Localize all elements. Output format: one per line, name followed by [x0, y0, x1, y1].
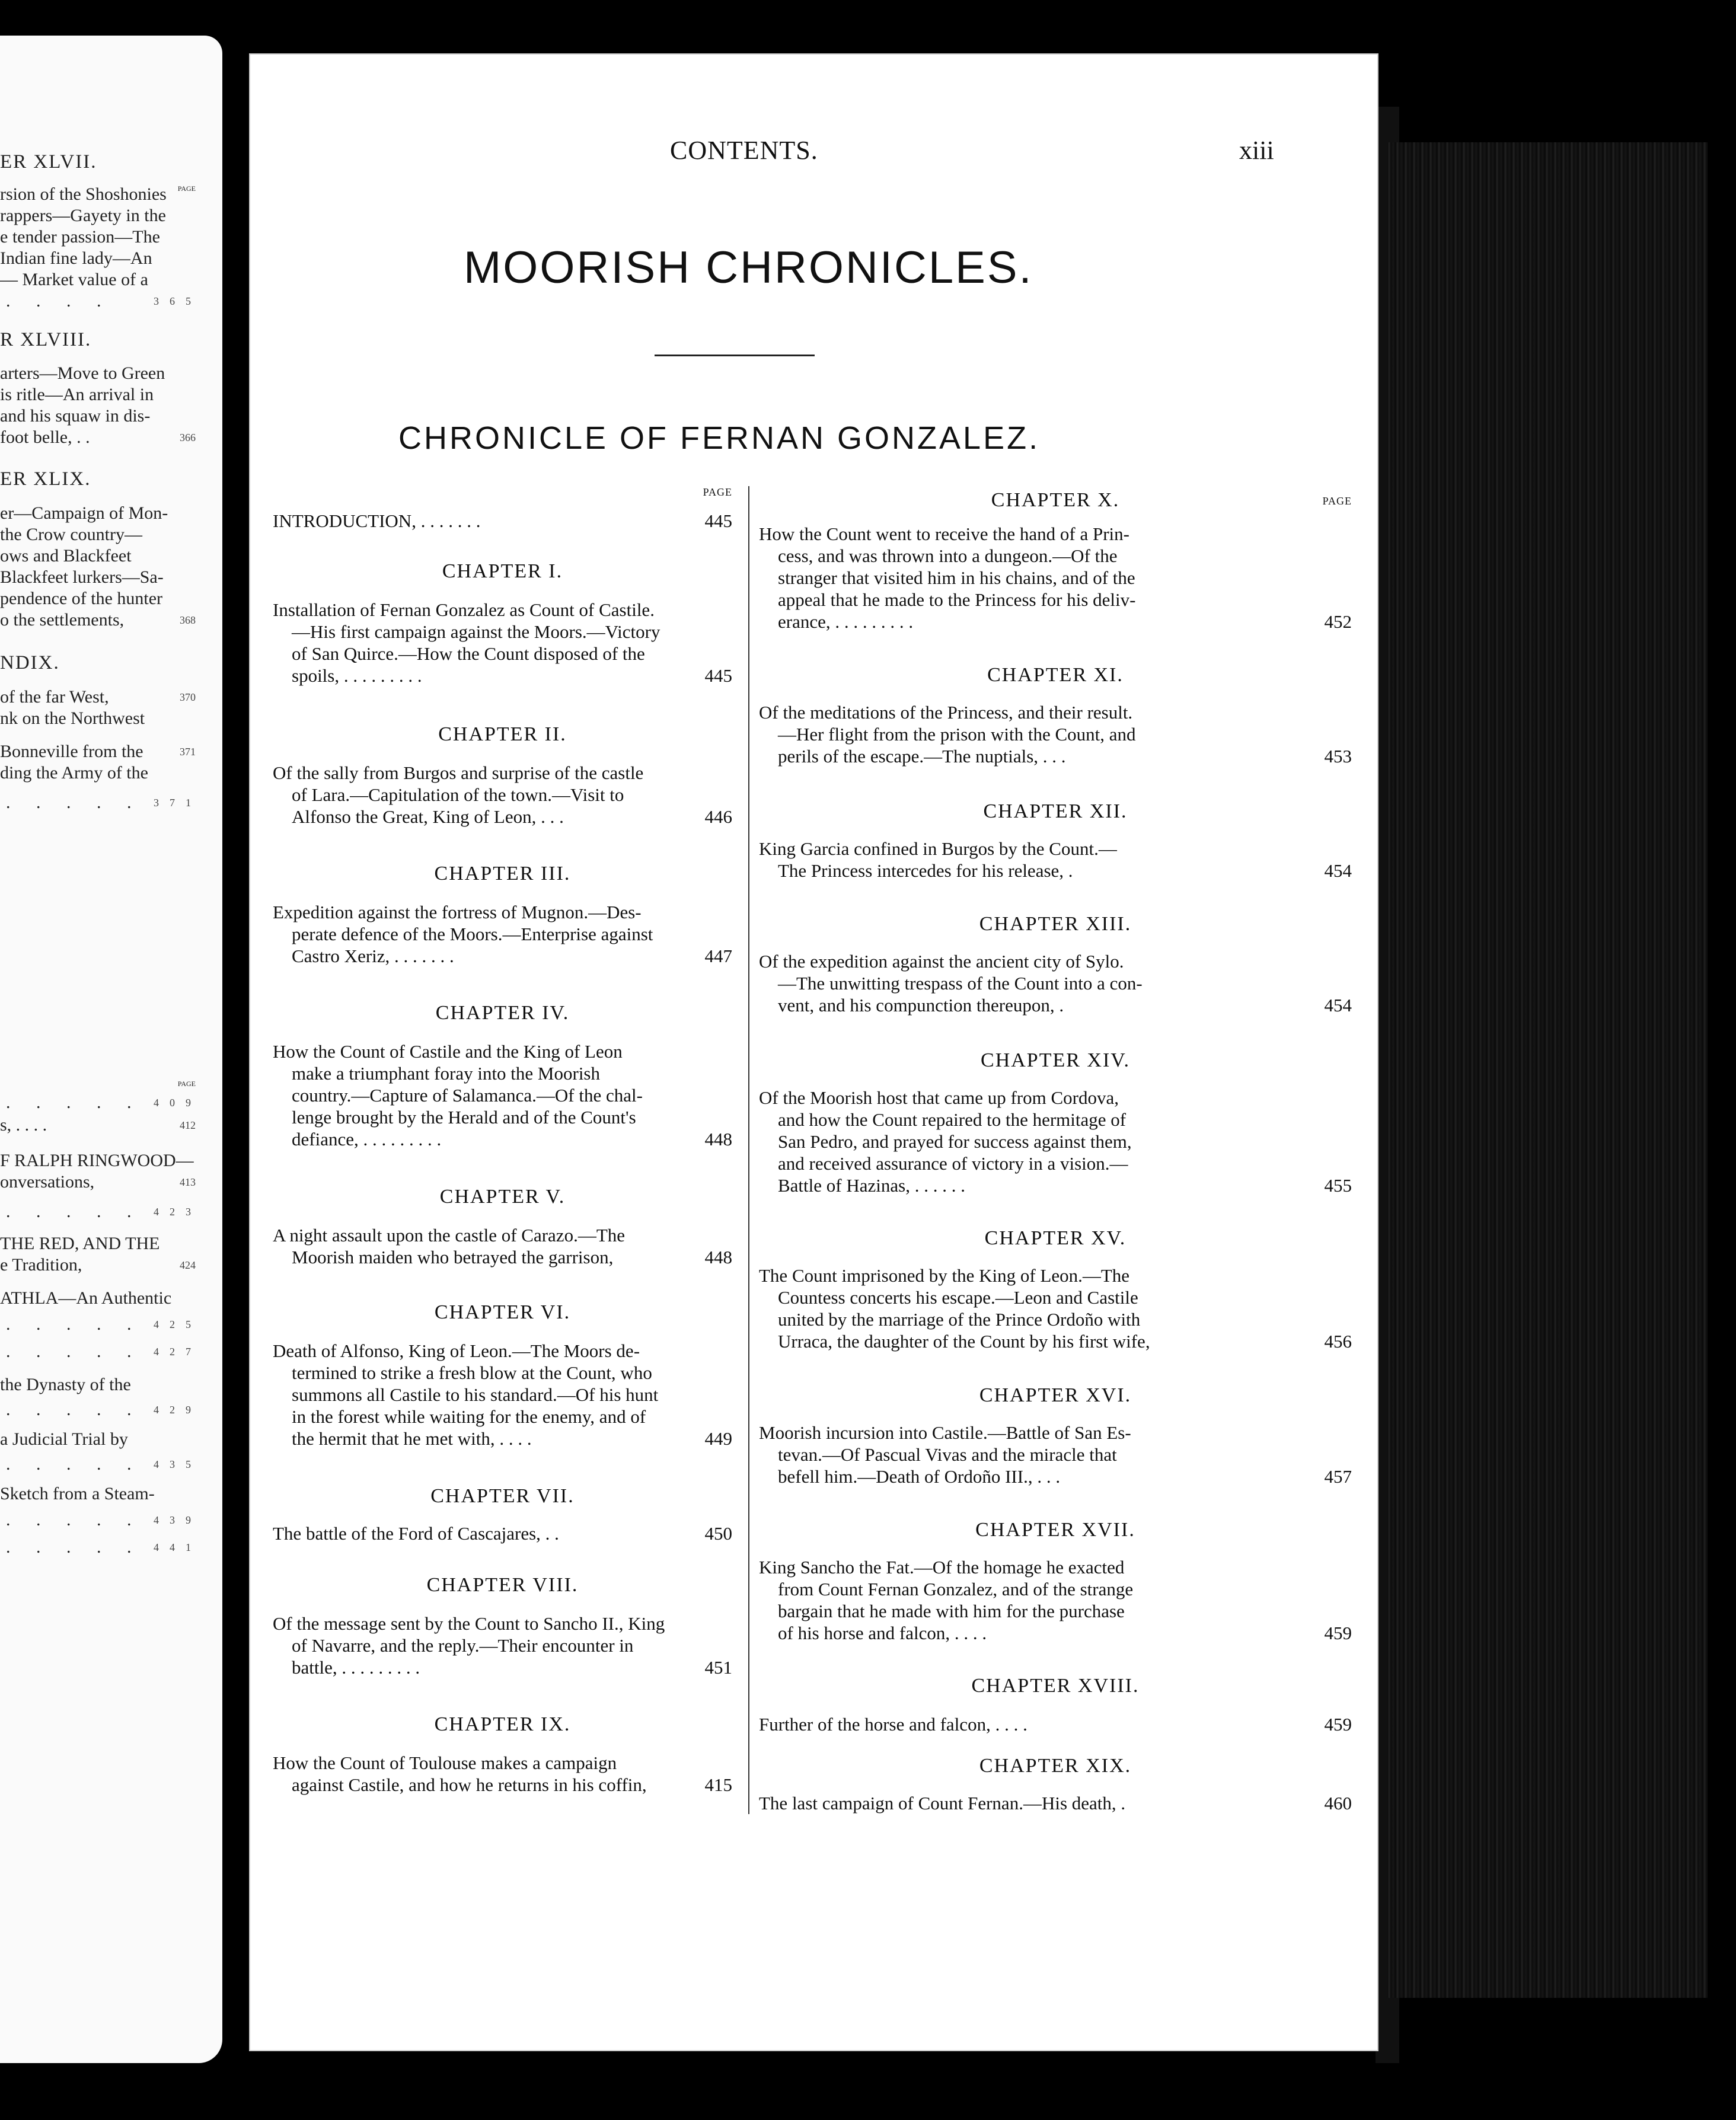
left-facing-page — [0, 36, 222, 2063]
entry-line-text: perate defence of the Moors.—Enterprise against — [292, 924, 653, 944]
entry-page-number: 453 — [1324, 746, 1352, 767]
left-page-line-text: Bonneville from the — [0, 742, 143, 761]
left-page-number: 429 — [154, 1404, 202, 1416]
left-page-number: 425 — [154, 1318, 202, 1330]
left-page-line-text: . . . . . — [6, 1454, 142, 1474]
left-page-line — [0, 1233, 196, 1254]
left-page-line-text: o the settlements, — [0, 610, 125, 630]
left-page-line — [0, 1374, 196, 1396]
entry-page-number: 451 — [704, 1657, 732, 1678]
entry-line-text: make a triumphant foray into the Moorish — [292, 1063, 600, 1084]
entry-line-text: Installation of Fernan Gonzalez as Count of Castile. — [273, 599, 655, 620]
left-page-line-text: ER XLIX. — [0, 468, 91, 490]
contents-entry — [273, 1040, 732, 1150]
entry-page-number: 454 — [1324, 860, 1352, 881]
left-page-number: 424 — [180, 1259, 196, 1271]
left-page-line — [0, 1254, 196, 1276]
entry-line-text: The last campaign of Count Fernan.—His death, . — [759, 1793, 1126, 1814]
entry-line-text: of his horse and falcon, . . . . — [778, 1623, 987, 1643]
contents-entry — [759, 1422, 1352, 1487]
entry-page-number: 455 — [1324, 1175, 1352, 1196]
left-page-line-text: . . . . . — [6, 1400, 142, 1419]
contents-entry — [273, 599, 732, 687]
left-page-line — [0, 248, 196, 269]
entry-line-text: erance, . . . . . . . . . — [778, 611, 914, 632]
chapter-heading: CHAPTER III. — [434, 863, 571, 885]
chapter-heading: CHAPTER XV. — [984, 1227, 1127, 1249]
entry-line-text: and received assurance of victory in a vision.— — [778, 1153, 1128, 1174]
entry-page-number: 446 — [704, 806, 732, 827]
left-page-number: 412 — [180, 1119, 196, 1131]
left-page-line-text: s, . . . . — [0, 1115, 47, 1135]
entry-line-text: Death of Alfonso, King of Leon.—The Moors de- — [273, 1340, 640, 1361]
left-page-line — [0, 524, 196, 545]
entry-line-text: Further of the horse and falcon, . . . . — [759, 1714, 1027, 1735]
entry-line-text: Of the Moorish host that came up from Cordova, — [759, 1087, 1119, 1108]
chapter-heading: CHAPTER XIX. — [979, 1755, 1132, 1777]
left-page-line — [0, 363, 196, 384]
contents-entry — [273, 510, 732, 532]
entry-line-text: appeal that he made to the Princess for his deliv- — [778, 589, 1136, 610]
entry-page-number: 459 — [1324, 1623, 1352, 1643]
left-page-line — [0, 503, 196, 524]
left-page-line-text: THE RED, AND THE — [0, 1234, 160, 1253]
column-divider — [748, 486, 749, 1814]
left-page-line — [0, 1201, 202, 1222]
entry-line-text: —His first campaign against the Moors.—Victory — [292, 621, 660, 642]
left-page-line-text: a Judicial Trial by — [0, 1429, 128, 1449]
page-number: xiii — [1239, 136, 1274, 165]
entry-line-text: against Castile, and how he returns in his coffin, — [292, 1774, 647, 1795]
left-page-line — [0, 205, 196, 226]
left-page-line-text: . . . . . — [6, 1314, 142, 1334]
left-page-line-text: foot belle, . . — [0, 427, 90, 447]
chapter-heading: CHAPTER II. — [438, 723, 567, 745]
entry-line-text: Alfonso the Great, King of Leon, . . . — [292, 806, 564, 827]
left-page-number: 413 — [180, 1176, 196, 1188]
entry-page-number: 452 — [1324, 611, 1352, 632]
entry-line-text: in the forest while waiting for the enemy, and of — [292, 1406, 646, 1427]
left-page-line — [0, 545, 196, 567]
left-page-line — [0, 609, 196, 631]
contents-entry — [273, 1224, 732, 1268]
left-page-line — [0, 687, 196, 708]
book-page-edges — [1387, 142, 1708, 1998]
chapter-heading: CHAPTER IV. — [435, 1002, 570, 1024]
entry-line-text: Moorish incursion into Castile.—Battle of San Es- — [759, 1422, 1131, 1443]
left-page-number: 423 — [154, 1206, 202, 1218]
left-page-number: 370 — [180, 691, 196, 703]
entry-line-text: perils of the escape.—The nuptials, . . . — [778, 746, 1066, 767]
contents-entry — [759, 1265, 1352, 1352]
left-page-number: 439 — [154, 1514, 202, 1526]
chapter-heading: CHAPTER X. — [991, 489, 1120, 511]
left-page-line-text: . . . . . — [6, 1093, 142, 1112]
chapter-heading: CHAPTER XII. — [983, 800, 1128, 822]
entry-line-text: spoils, . . . . . . . . . — [292, 665, 422, 686]
entry-line-text: Urraca, the daughter of the Count by his first wife, — [778, 1331, 1150, 1352]
left-page-line-text: rsion of the Shoshonies — [0, 184, 167, 204]
left-page-line-text: Sketch from a Steam- — [0, 1484, 155, 1503]
left-page-line — [0, 1150, 196, 1171]
left-page-line-text: onversations, — [0, 1172, 95, 1192]
chapter-heading: CHAPTER VI. — [434, 1301, 571, 1323]
entry-page-number: 450 — [704, 1523, 732, 1544]
entry-page-number: 415 — [704, 1774, 732, 1795]
entry-line-text: The Princess intercedes for his release, . — [778, 860, 1073, 881]
left-page-line — [0, 792, 202, 813]
entry-line-text: INTRODUCTION, . . . . . . . — [273, 510, 481, 531]
left-page-line — [0, 151, 196, 173]
entry-page-number: 445 — [704, 510, 732, 531]
entry-line-text: King Garcia confined in Burgos by the Count.— — [759, 838, 1117, 859]
left-page-line — [0, 1483, 196, 1505]
left-page-number: 366 — [180, 432, 196, 443]
entry-line-text: lenge brought by the Herald and of the Count's — [292, 1107, 636, 1128]
left-page-line-text: ows and Blackfeet — [0, 546, 132, 566]
contents-entry — [273, 901, 732, 967]
main-title: MOORISH CHRONICLES. — [464, 242, 1033, 293]
left-page-line — [0, 290, 202, 312]
left-page-line-text: nk on the Northwest — [0, 708, 145, 728]
contents-entry — [273, 1752, 732, 1796]
left-page-line — [0, 741, 196, 762]
entry-line-text: of San Quirce.—How the Count disposed of the — [292, 643, 645, 664]
contents-entry — [759, 950, 1352, 1016]
page-column-label: PAGE — [703, 486, 732, 498]
left-page-line — [0, 762, 196, 784]
chapter-heading: CHAPTER XIII. — [979, 913, 1132, 935]
entry-line-text: Castro Xeriz, . . . . . . . — [292, 946, 454, 966]
entry-page-number: 448 — [704, 1129, 732, 1150]
left-page-line — [0, 384, 196, 406]
page-column-label: PAGE — [1322, 495, 1352, 507]
contents-entry — [759, 1087, 1352, 1196]
entry-line-text: Of the meditations of the Princess, and their result. — [759, 702, 1133, 723]
entry-line-text: bargain that he made with him for the purchase — [778, 1601, 1125, 1621]
left-page-line-text: the Crow country— — [0, 525, 142, 544]
left-page-line — [0, 406, 196, 427]
entry-line-text: —Her flight from the prison with the Count, and — [778, 724, 1136, 745]
left-page-line — [0, 1288, 196, 1309]
left-page-line — [0, 1429, 196, 1450]
chapter-heading: CHAPTER XI. — [987, 664, 1124, 686]
left-page-line-text: e Tradition, — [0, 1255, 82, 1275]
left-page-line-text: ER XLVII. — [0, 151, 97, 173]
entry-line-text: defiance, . . . . . . . . . — [292, 1129, 442, 1150]
left-page-number: 371 — [180, 746, 196, 758]
entry-line-text: tevan.—Of Pascual Vivas and the miracle that — [778, 1444, 1117, 1465]
entry-line-text: cess, and was thrown into a dungeon.—Of the — [778, 545, 1118, 566]
left-page-line — [0, 1341, 202, 1362]
entry-line-text: San Pedro, and prayed for success against them, — [778, 1131, 1132, 1152]
contents-entry — [759, 523, 1352, 633]
entry-line-text: of Navarre, and the reply.—Their encounter in — [292, 1635, 634, 1656]
left-page-line-text: rappers—Gayety in the — [0, 206, 166, 225]
left-page-line-text: arters—Move to Green — [0, 363, 165, 383]
entry-line-text: termined to strike a fresh blow at the Count, who — [292, 1362, 652, 1383]
chapter-heading: CHAPTER I. — [442, 560, 563, 582]
entry-line-text: and how the Count repaired to the hermitage of — [778, 1109, 1127, 1130]
left-page-line — [0, 652, 196, 673]
title-rule — [655, 355, 815, 356]
entry-line-text: summons all Castile to his standard.—Of his hunt — [292, 1384, 659, 1405]
left-page-line-text: pendence of the hunter — [0, 589, 163, 608]
left-page-line-text: NDIX. — [0, 652, 60, 673]
contents-entry — [759, 1792, 1352, 1814]
left-page-line-text: Indian fine lady—An — [0, 248, 152, 268]
entry-line-text: united by the marriage of the Prince Ordoño with — [778, 1309, 1141, 1330]
chapter-heading: CHAPTER V. — [439, 1186, 566, 1208]
entry-page-number: 460 — [1324, 1793, 1352, 1814]
entry-line-text: The Count imprisoned by the King of Leon.—The — [759, 1265, 1130, 1286]
chapter-heading: CHAPTER XVI. — [979, 1384, 1132, 1406]
entry-line-text: A night assault upon the castle of Carazo.—The — [273, 1225, 626, 1246]
sub-title: CHRONICLE OF FERNAN GONZALEZ. — [398, 420, 1041, 456]
left-page-line — [0, 184, 196, 205]
entry-page-number: 454 — [1324, 995, 1352, 1016]
left-page-line-text: . . . . — [6, 291, 112, 311]
entry-line-text: The battle of the Ford of Cascajares, . . — [273, 1523, 559, 1544]
entry-line-text: Of the expedition against the ancient city of Sylo. — [759, 951, 1124, 972]
left-page-number: 427 — [154, 1346, 202, 1358]
left-page-line — [0, 588, 196, 609]
left-page-line-text: . . . . . — [6, 1510, 142, 1530]
entry-line-text: Battle of Hazinas, . . . . . . — [778, 1175, 965, 1196]
left-page-line-text: e tender passion—The — [0, 227, 160, 247]
contents-entry — [273, 1613, 732, 1678]
entry-line-text: Countess concerts his escape.—Leon and Castile — [778, 1287, 1138, 1308]
entry-line-text: of Lara.—Capitulation of the town.—Visit to — [292, 784, 624, 805]
entry-line-text: country.—Capture of Salamanca.—Of the chal- — [292, 1085, 643, 1106]
left-page-line-text: is ritle—An arrival in — [0, 385, 154, 404]
left-page-line-text: of the far West, — [0, 687, 109, 707]
left-page-number: 435 — [154, 1458, 202, 1470]
chapter-heading: CHAPTER VII. — [430, 1485, 575, 1507]
left-page-line-text: Blackfeet lurkers—Sa- — [0, 567, 164, 587]
left-page-number: 368 — [180, 614, 196, 626]
entry-line-text: the hermit that he met with, . . . . — [292, 1428, 532, 1449]
entry-line-text: befell him.—Death of Ordoño III., . . . — [778, 1466, 1061, 1487]
left-page-line — [0, 269, 196, 290]
contents-entry — [759, 1556, 1352, 1644]
left-page-line-text: PAGE — [177, 1080, 196, 1088]
entry-line-text: stranger that visited him in his chains, and of the — [778, 567, 1135, 588]
contents-entry — [759, 701, 1352, 767]
left-page-line-text: PAGE — [177, 184, 196, 193]
contents-entry — [273, 1522, 732, 1544]
left-page-line — [0, 329, 196, 350]
contents-entry — [759, 838, 1352, 882]
left-page-line-text: . . . . . — [6, 1537, 142, 1557]
entry-line-text: Moorish maiden who betrayed the garrison, — [292, 1247, 614, 1267]
left-page-line-text: — Market value of a — [0, 270, 148, 289]
running-head: CONTENTS. — [670, 136, 818, 165]
entry-page-number: 457 — [1324, 1466, 1352, 1487]
entry-page-number: 459 — [1324, 1714, 1352, 1735]
entry-page-number: 447 — [704, 946, 732, 966]
entry-line-text: How the Count of Castile and the King of Leon — [273, 1041, 623, 1062]
left-page-line-text: R XLVIII. — [0, 329, 92, 350]
left-page-line-text: . . . . . — [6, 1202, 142, 1221]
left-page-line — [0, 1115, 196, 1136]
left-page-line-text: F RALPH RINGWOOD— — [0, 1151, 194, 1170]
contents-page — [249, 53, 1378, 2051]
left-page-line — [0, 468, 196, 490]
left-page-number: 441 — [154, 1541, 202, 1553]
entry-page-number: 445 — [704, 665, 732, 686]
left-page-line — [0, 567, 196, 588]
chapter-heading: CHAPTER XVIII. — [971, 1675, 1140, 1697]
entry-line-text: vent, and his compunction thereupon, . — [778, 995, 1064, 1016]
entry-line-text: How the Count went to receive the hand of a Prin- — [759, 523, 1129, 544]
left-page-line — [0, 427, 196, 448]
left-page-number: 371 — [154, 797, 202, 809]
left-page-line — [0, 1454, 202, 1475]
entry-line-text: —The unwitting trespass of the Count into a con- — [778, 973, 1143, 994]
left-page-line — [0, 1314, 202, 1335]
left-page-line-text: . . . . . — [6, 1342, 142, 1361]
entry-line-text: battle, . . . . . . . . . — [292, 1657, 420, 1678]
entry-line-text: Of the message sent by the Count to Sancho II., King — [273, 1613, 665, 1634]
left-page-number: 409 — [154, 1097, 202, 1109]
chapter-heading: CHAPTER IX. — [434, 1713, 571, 1735]
entry-page-number: 449 — [704, 1428, 732, 1449]
contents-entry — [759, 1713, 1352, 1735]
entry-page-number: 456 — [1324, 1331, 1352, 1352]
entry-line-text: Expedition against the fortress of Mugnon.—Des- — [273, 902, 642, 922]
chapter-heading: CHAPTER XVII. — [975, 1519, 1135, 1541]
entry-line-text: How the Count of Toulouse makes a campaign — [273, 1752, 617, 1773]
left-page-line — [0, 708, 196, 729]
entry-line-text: from Count Fernan Gonzalez, and of the strange — [778, 1579, 1134, 1599]
contents-entry — [273, 762, 732, 828]
chapter-heading: CHAPTER XIV. — [981, 1049, 1130, 1071]
entry-line-text: Of the sally from Burgos and surprise of the castle — [273, 762, 644, 783]
left-page-line — [0, 1537, 202, 1558]
entry-page-number: 448 — [704, 1247, 732, 1267]
left-page-line-text: . . . . . — [6, 793, 142, 812]
left-page-line — [0, 1092, 202, 1113]
left-page-line — [0, 1509, 202, 1531]
left-page-line — [0, 226, 196, 248]
left-page-line-text: the Dynasty of the — [0, 1375, 131, 1394]
left-page-line-text: and his squaw in dis- — [0, 406, 151, 426]
left-page-line-text: ATHLA—An Authentic — [0, 1288, 172, 1308]
left-page-line-text: er—Campaign of Mon- — [0, 503, 168, 523]
left-page-line-text: ding the Army of the — [0, 763, 148, 783]
entry-line-text: King Sancho the Fat.—Of the homage he exacted — [759, 1557, 1125, 1578]
left-page-line — [0, 1171, 196, 1193]
left-page-line — [0, 1399, 202, 1420]
chapter-heading: CHAPTER VIII. — [426, 1574, 579, 1596]
left-page-number: 365 — [154, 295, 202, 307]
left-page-line — [0, 1073, 196, 1094]
contents-entry — [273, 1340, 732, 1449]
